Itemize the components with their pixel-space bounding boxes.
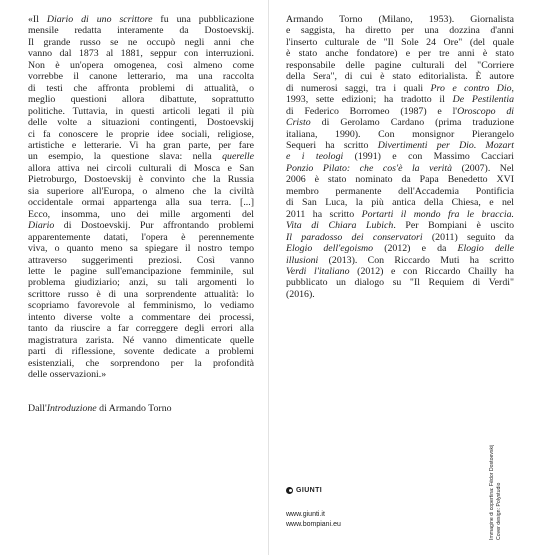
quote-line: parti di riflessione, sovente dedicate a problemi bbox=[28, 346, 254, 358]
quote-line: tanto da riuscire a far correggere degli errori alla bbox=[28, 323, 254, 335]
quote-line: apparentemente datati, l'opera è perennemente bbox=[28, 231, 254, 243]
credit-cover-design: Cover design: Polystudio bbox=[495, 482, 502, 540]
bio-line: Sequeri ha scritto Divertimenti per Dio. Mozart bbox=[286, 139, 514, 151]
bio-line: e i teologi (1991) e con Massimo Cacciari bbox=[286, 151, 514, 163]
quote-line: politiche. Tuttavia, in questi articoli legati il più bbox=[28, 105, 254, 117]
quote-line: artistiche e letterarie. Vi ha gran parte, per fare bbox=[28, 139, 254, 151]
author-biography bbox=[286, 14, 514, 300]
quote-attribution: Dall'Introduzione di Armando Torno bbox=[28, 403, 172, 415]
right-flap-text bbox=[286, 14, 514, 300]
quote-line: vanno dal 1873 al 1881, seppur con interruzioni. bbox=[28, 48, 254, 60]
introduction-quote bbox=[28, 14, 254, 381]
bio-line: Cristo di Gerolamo Cardano (prima traduzione bbox=[286, 117, 514, 129]
bio-line: e saggista, ha diretto per una dozzina d'anni bbox=[286, 25, 514, 37]
quote-line: scopriamo favorevole al femminismo, lo vediamo bbox=[28, 300, 254, 312]
quote-line: un esempio, la questione slava: nella querelle bbox=[28, 151, 254, 163]
bio-line: l'inserto culturale de "Il Sole 24 Ore" (del quale bbox=[286, 36, 514, 48]
quote-line: delle volte a situazioni contingenti, Dostoevskij bbox=[28, 117, 254, 129]
bio-line: della Sera", di cui è stato editorialista. È autore bbox=[286, 71, 514, 83]
quote-line: scrittore russo è di una sorprendente attualità: lo bbox=[28, 288, 254, 300]
bio-line: Elogio dell'egoismo (2012) e da Elogio delle bbox=[286, 243, 515, 255]
bio-line: 1993, sette edizioni; ha tradotto il De Pestilentia bbox=[286, 94, 514, 106]
quote-line: Non è un'opera omogenea, così almeno come bbox=[28, 59, 254, 71]
quote-line: esistenziali, che sorprendono per la profondità bbox=[28, 357, 254, 369]
left-flap-text bbox=[28, 14, 254, 415]
quote-line: vorrebbe il canone letterario, ma una raccolta bbox=[28, 71, 254, 83]
giunti-logo bbox=[286, 487, 322, 494]
bio-line: responsabile delle pagine culturali del "Corriere bbox=[286, 59, 514, 71]
bio-line: Verdi l'italiano (2012) e con Riccardo Chailly ha bbox=[286, 265, 514, 277]
quote-line: di testi che affronta problemi di attualità, o bbox=[28, 82, 254, 94]
quote-line: intento diverse volte a commentare dei processi, bbox=[28, 311, 254, 323]
quote-line: delle osservazioni.» bbox=[28, 369, 107, 381]
bio-line: pubblicato un dialogo su "Il Requiem di Verdi" bbox=[286, 277, 514, 289]
quote-line: Diario di Dostoevskij. Pur affrontando problemi bbox=[28, 220, 254, 232]
bio-line: di numerosi saggi, tra i quali Pro e contro Dio, bbox=[286, 82, 514, 94]
publisher-urls bbox=[286, 510, 341, 530]
giunti-logo-text: GIUNTI bbox=[296, 487, 323, 494]
quote-line: Il grande russo se ne occupò negli anni che bbox=[28, 36, 254, 48]
quote-line: attraverso suggerimenti preziosi. Così vanno bbox=[28, 254, 254, 266]
bio-line: Ponzio Pilato: che cos'è la verità (2007). Nel bbox=[286, 162, 514, 174]
bio-line: Il paradosso dei conservatori (2011) seguito da bbox=[286, 231, 514, 243]
bio-line: membro permanente dell'Accademia Pontificia bbox=[286, 185, 514, 197]
quote-line: Pietroburgo, Dostoevskij è convinto che la Russia bbox=[28, 174, 254, 186]
bio-line: 2006 è stato nominato da Papa Benedetto XVI bbox=[286, 174, 514, 186]
bio-line: Vita di Chiara Lubich. Per Bompiani è uscito bbox=[286, 220, 514, 232]
quote-line: viva, o quanto meno sa spiegare il nostro tempo bbox=[28, 243, 254, 255]
quote-line: mensile redatta interamente da Dostoevskij. bbox=[28, 25, 254, 37]
bio-line: illusioni (2013). Con Riccardo Muti ha scritto bbox=[286, 254, 514, 266]
quote-line: allora attiva nei circoli culturali di Mosca e San bbox=[28, 162, 254, 174]
quote-line: ci fa conoscere le proprie idee sociali, religiose, bbox=[28, 128, 254, 140]
image-credits bbox=[489, 445, 502, 540]
credit-cover-image: Immagine di copertina: Fëdor Dostoevskij bbox=[489, 444, 495, 540]
giunti-logo-icon bbox=[286, 487, 293, 494]
quote-line: lette le pagine sull'emancipazione femminile, sul bbox=[28, 265, 254, 277]
bio-line: è stato anche fondatore) e per tre anni è stato bbox=[286, 48, 514, 60]
quote-line: Ecco, insomma, uno dei mille argomenti del bbox=[28, 208, 254, 220]
center-fold-line bbox=[268, 0, 269, 555]
quote-line: occidentale ormai appartenga alla sua terra. [...] bbox=[28, 197, 254, 209]
bio-line: di San Luca, la più antica della Chiesa, e nel bbox=[286, 197, 514, 209]
quote-line: magistratura zarista. Né vanno dimenticate quelle bbox=[28, 334, 254, 346]
url-giunti[interactable]: www.giunti.it bbox=[286, 511, 325, 518]
bio-line: italiana, 1990). Con monsignor Pierangelo bbox=[286, 128, 514, 140]
quote-line: meglio questioni allora dibattute, soprattutto bbox=[28, 94, 254, 106]
quote-line: sia superiore all'Europa, o almeno che la civiltà bbox=[28, 185, 254, 197]
quote-line: problema giudiziario; anzi, su tali argomenti lo bbox=[28, 277, 254, 289]
bio-line: (2016). bbox=[286, 288, 315, 300]
bio-line: di Federico Borromeo (1987) e l'Oroscopo di bbox=[286, 105, 514, 117]
url-bompiani[interactable]: www.bompiani.eu bbox=[286, 521, 341, 528]
bio-line: Armando Torno (Milano, 1953). Giornalista bbox=[286, 14, 514, 25]
bio-line: 2011 ha scritto Portarti il mondo fra le braccia. bbox=[286, 208, 514, 220]
quote-line: «Il Diario di uno scrittore fu una pubblicazione bbox=[28, 14, 254, 25]
